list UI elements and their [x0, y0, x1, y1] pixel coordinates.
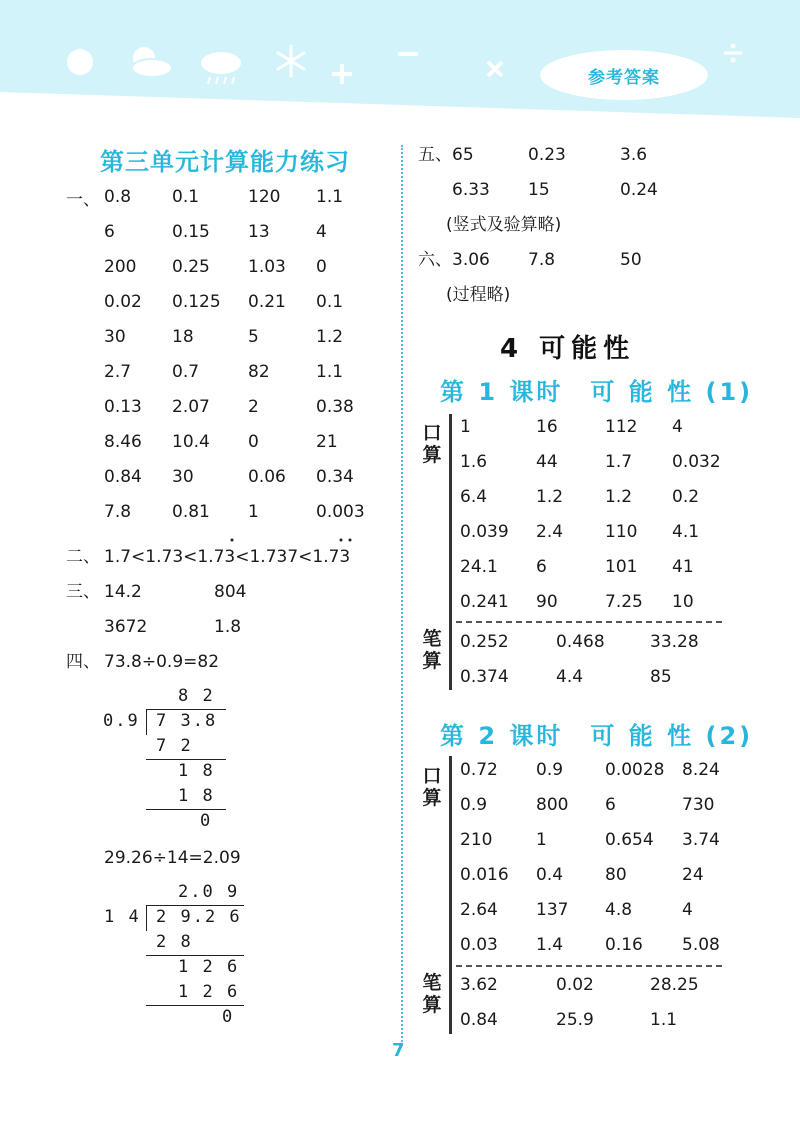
answer-value: 0.374 — [460, 667, 509, 687]
lesson-2-written-row — [460, 973, 800, 997]
subtraction-line — [146, 759, 226, 760]
q3-row-1 — [66, 580, 386, 604]
lesson-2-written-label — [420, 972, 444, 1016]
answer-value: 1.4 — [536, 935, 564, 955]
q5-label: 五、 — [418, 145, 452, 165]
answer-value: 0.4 — [536, 865, 564, 885]
answer-value: 0.9 — [460, 795, 488, 815]
answer-value: 6 — [104, 222, 115, 242]
subtraction-line — [146, 809, 226, 810]
answer-value: 1.1 — [316, 187, 344, 207]
div2-dividend: 2 9.2 6 — [156, 907, 242, 927]
answer-value: 0.84 — [460, 1010, 498, 1030]
answer-value: 5 — [248, 327, 259, 347]
label-char: 笔 — [422, 972, 442, 994]
lesson-1-oral-row — [460, 555, 800, 579]
answer-value: 33.28 — [650, 632, 699, 652]
answer-value: 110 — [605, 522, 638, 542]
div1-quotient: 8 2 — [178, 686, 215, 706]
answer-value: 0.003 — [316, 502, 365, 522]
answer-value: 2.07 — [172, 397, 210, 417]
div2-step: 1 2 6 — [178, 982, 240, 1002]
label-char: 口 — [422, 422, 442, 444]
div1-dividend: 7 3.8 — [156, 711, 218, 731]
q3-label: 三、 — [66, 582, 100, 602]
q1-row — [104, 500, 444, 524]
lesson-1-oral-row — [460, 590, 800, 614]
answer-value: 0.016 — [460, 865, 509, 885]
minus-sign-icon — [398, 50, 418, 58]
q6-note: (过程略) — [446, 285, 511, 305]
lesson-2-oral-row — [460, 863, 800, 887]
q5-value: 65 — [452, 145, 474, 165]
answer-value: 1.2 — [316, 327, 344, 347]
q5-row-1 — [418, 143, 778, 167]
answer-value: 4.4 — [556, 667, 584, 687]
lesson-1-oral-label — [420, 422, 444, 466]
q4-equation-2: 29.26÷14=2.09 — [104, 848, 241, 868]
repeating-decimal-dots — [220, 536, 360, 544]
q3-value: 804 — [214, 582, 247, 602]
answer-value: 8.46 — [104, 432, 142, 452]
plus-sign-icon — [330, 62, 354, 86]
answer-value: 7.8 — [104, 502, 132, 522]
answer-value: 1.2 — [536, 487, 564, 507]
q4-equation-1: 73.8÷0.9=82 — [104, 652, 220, 672]
answer-value: 1.2 — [605, 487, 633, 507]
q3-row-2 — [66, 615, 386, 639]
q6-value: 7.8 — [528, 250, 556, 270]
unit-title: 第三单元计算能力练习 — [100, 148, 350, 176]
q4-label: 四、 — [66, 652, 100, 672]
division-bracket — [146, 905, 147, 931]
answer-value: 8.24 — [682, 760, 720, 780]
answer-value: 7.25 — [605, 592, 643, 612]
q1-row — [104, 360, 444, 384]
answer-value: 0.241 — [460, 592, 509, 612]
answer-value: 101 — [605, 557, 638, 577]
q3-value: 1.8 — [214, 617, 242, 637]
answer-value: 80 — [605, 865, 627, 885]
times-sign-icon — [486, 60, 504, 78]
q5-value: 3.6 — [620, 145, 648, 165]
answer-value: 13 — [248, 222, 270, 242]
answer-value: 82 — [248, 362, 270, 382]
answer-value: 0.125 — [172, 292, 221, 312]
answer-value: 0.9 — [536, 760, 564, 780]
div1-step: 0 — [200, 811, 213, 831]
lesson-2-oral-row — [460, 758, 800, 782]
q1-row — [104, 465, 444, 489]
answer-value: 0.34 — [316, 467, 354, 487]
q2-row — [66, 545, 386, 569]
div1-step: 1 8 — [178, 761, 215, 781]
answer-key-badge: 参考答案 — [540, 50, 708, 100]
q1-row — [104, 290, 444, 314]
q5-value: 0.23 — [528, 145, 566, 165]
answer-value: 0.15 — [172, 222, 210, 242]
answer-value: 2 — [248, 397, 259, 417]
answer-value: 137 — [536, 900, 569, 920]
answer-value: 0.7 — [172, 362, 200, 382]
q1-label: 一、 — [66, 190, 100, 210]
answer-value: 0.84 — [104, 467, 142, 487]
answer-value: 112 — [605, 417, 638, 437]
answer-value: 10 — [672, 592, 694, 612]
label-char: 算 — [422, 444, 442, 466]
label-char: 笔 — [422, 628, 442, 650]
answer-value: 0.468 — [556, 632, 605, 652]
answer-value: 1.7 — [605, 452, 633, 472]
answer-value: 1 — [460, 417, 471, 437]
answer-value: 2.4 — [536, 522, 564, 542]
q6-value: 50 — [620, 250, 642, 270]
answer-value: 0.032 — [672, 452, 721, 472]
answer-value: 0.38 — [316, 397, 354, 417]
div1-divisor: 0.9 — [103, 711, 140, 731]
lesson-2-bracket — [449, 756, 452, 1034]
answer-value: 3.62 — [460, 975, 498, 995]
division-bar — [146, 905, 244, 906]
div1-step: 7 2 — [156, 736, 193, 756]
header-band — [0, 0, 800, 120]
answer-value: 41 — [672, 557, 694, 577]
answer-value: 800 — [536, 795, 569, 815]
label-char: 算 — [422, 994, 442, 1016]
div1-step: 1 8 — [178, 786, 215, 806]
answer-value: 3.74 — [682, 830, 720, 850]
q1-row — [104, 255, 444, 279]
answer-value: 6 — [605, 795, 616, 815]
lesson-1-oral-row — [460, 415, 800, 439]
snowflake-icon — [274, 44, 308, 78]
answer-value: 0.06 — [248, 467, 286, 487]
answer-value: 6 — [536, 557, 547, 577]
answer-value: 0.1 — [172, 187, 200, 207]
answer-value: 0.2 — [672, 487, 700, 507]
lesson-2-oral-row — [460, 898, 800, 922]
answer-value: 210 — [460, 830, 493, 850]
q1-row — [104, 430, 444, 454]
answer-value: 1.6 — [460, 452, 488, 472]
lesson-1-separator — [456, 621, 722, 623]
q1-row — [104, 325, 444, 349]
answer-value: 0.72 — [460, 760, 498, 780]
answer-value: 0.0028 — [605, 760, 665, 780]
lesson-2-oral-row — [460, 828, 800, 852]
answer-value: 16 — [536, 417, 558, 437]
answer-value: 90 — [536, 592, 558, 612]
partly-cloudy-icon — [126, 44, 174, 80]
answer-value: 0.25 — [172, 257, 210, 277]
div2-step: 2 8 — [156, 932, 193, 952]
answer-value: 1.03 — [248, 257, 286, 277]
q2-label: 二、 — [66, 547, 100, 567]
answer-value: 4.8 — [605, 900, 633, 920]
answer-value: 44 — [536, 452, 558, 472]
q2-text: 1.7<1.73<1.73<1.737<1.73 — [104, 547, 351, 567]
lesson-2-oral-row — [460, 933, 800, 957]
div2-divisor: 1 4 — [104, 907, 141, 927]
label-char: 算 — [422, 787, 442, 809]
sun-icon — [66, 48, 94, 76]
answer-value: 0.21 — [248, 292, 286, 312]
q1-row — [104, 220, 444, 244]
q5-row-2 — [418, 178, 778, 202]
divide-sign-icon — [722, 42, 744, 64]
answer-value: 1 — [536, 830, 547, 850]
answer-value: 730 — [682, 795, 715, 815]
div2-quotient: 2.0 9 — [178, 882, 240, 902]
page-number: 7 — [392, 1040, 405, 1061]
q6-row — [418, 248, 778, 272]
q4-equation-2-row — [104, 846, 384, 870]
answer-value: 28.25 — [650, 975, 699, 995]
label-char: 算 — [422, 650, 442, 672]
answer-value: 18 — [172, 327, 194, 347]
lesson-1-written-row — [460, 665, 800, 689]
division-bar — [146, 709, 226, 710]
answer-value: 0.81 — [172, 502, 210, 522]
lesson-2-title: 第 2 课时 可 能 性 (2) — [440, 722, 754, 750]
lesson-2-separator — [456, 965, 722, 967]
label-char: 口 — [422, 765, 442, 787]
answer-value: 200 — [104, 257, 137, 277]
lesson-1-oral-row — [460, 450, 800, 474]
chapter-title: 4 可能性 — [500, 334, 636, 364]
q6-value: 3.06 — [452, 250, 490, 270]
q6-label: 六、 — [418, 250, 452, 270]
answer-value: 120 — [248, 187, 281, 207]
answer-value: 24 — [682, 865, 704, 885]
answer-value: 0.13 — [104, 397, 142, 417]
q1-row — [104, 185, 444, 209]
q5-value: 0.24 — [620, 180, 658, 200]
answer-value: 1.1 — [316, 362, 344, 382]
lesson-1-written-label — [420, 628, 444, 672]
lesson-1-oral-row — [460, 520, 800, 544]
q5-note: (竖式及验算略) — [446, 215, 562, 235]
subtraction-line — [146, 955, 244, 956]
answer-value: 1.1 — [650, 1010, 678, 1030]
answer-value: 5.08 — [682, 935, 720, 955]
answer-value: 0.8 — [104, 187, 132, 207]
answer-value: 0.02 — [104, 292, 142, 312]
answer-value: 0.16 — [605, 935, 643, 955]
answer-value: 24.1 — [460, 557, 498, 577]
answer-value: 4 — [672, 417, 683, 437]
q3-value: 3672 — [104, 617, 148, 637]
lesson-2-oral-row — [460, 793, 800, 817]
answer-value: 4 — [316, 222, 327, 242]
answer-value: 0 — [248, 432, 259, 452]
answer-value: 0 — [316, 257, 327, 277]
q1-row — [104, 395, 444, 419]
div2-step: 1 2 6 — [178, 957, 240, 977]
answer-value: 2.7 — [104, 362, 132, 382]
answer-value: 0.02 — [556, 975, 594, 995]
answer-value: 2.64 — [460, 900, 498, 920]
answer-value: 4 — [682, 900, 693, 920]
answer-value: 25.9 — [556, 1010, 594, 1030]
division-bracket — [146, 709, 147, 735]
rain-cloud-icon — [198, 46, 244, 86]
div2-step: 0 — [222, 1007, 235, 1027]
subtraction-line — [146, 1005, 244, 1006]
answer-value: 30 — [104, 327, 126, 347]
answer-value: 0.252 — [460, 632, 509, 652]
q4-row — [66, 650, 386, 674]
answer-value: 0.1 — [316, 292, 344, 312]
q5-value: 15 — [528, 180, 550, 200]
answer-value: 30 — [172, 467, 194, 487]
answer-value: 0.039 — [460, 522, 509, 542]
lesson-2-oral-label — [420, 765, 444, 809]
lesson-1-bracket — [449, 414, 452, 690]
answer-value: 10.4 — [172, 432, 210, 452]
lesson-1-written-row — [460, 630, 800, 654]
column-divider — [401, 145, 403, 1045]
answer-value: 6.4 — [460, 487, 488, 507]
lesson-1-title: 第 1 课时 可 能 性 (1) — [440, 378, 754, 406]
lesson-1-oral-row — [460, 485, 800, 509]
lesson-2-written-row — [460, 1008, 800, 1032]
answer-value: 21 — [316, 432, 338, 452]
answer-value: 1 — [248, 502, 259, 522]
answer-value: 0.03 — [460, 935, 498, 955]
q3-value: 14.2 — [104, 582, 142, 602]
answer-value: 0.654 — [605, 830, 654, 850]
answer-value: 85 — [650, 667, 672, 687]
answer-value: 4.1 — [672, 522, 700, 542]
q5-value: 6.33 — [452, 180, 490, 200]
